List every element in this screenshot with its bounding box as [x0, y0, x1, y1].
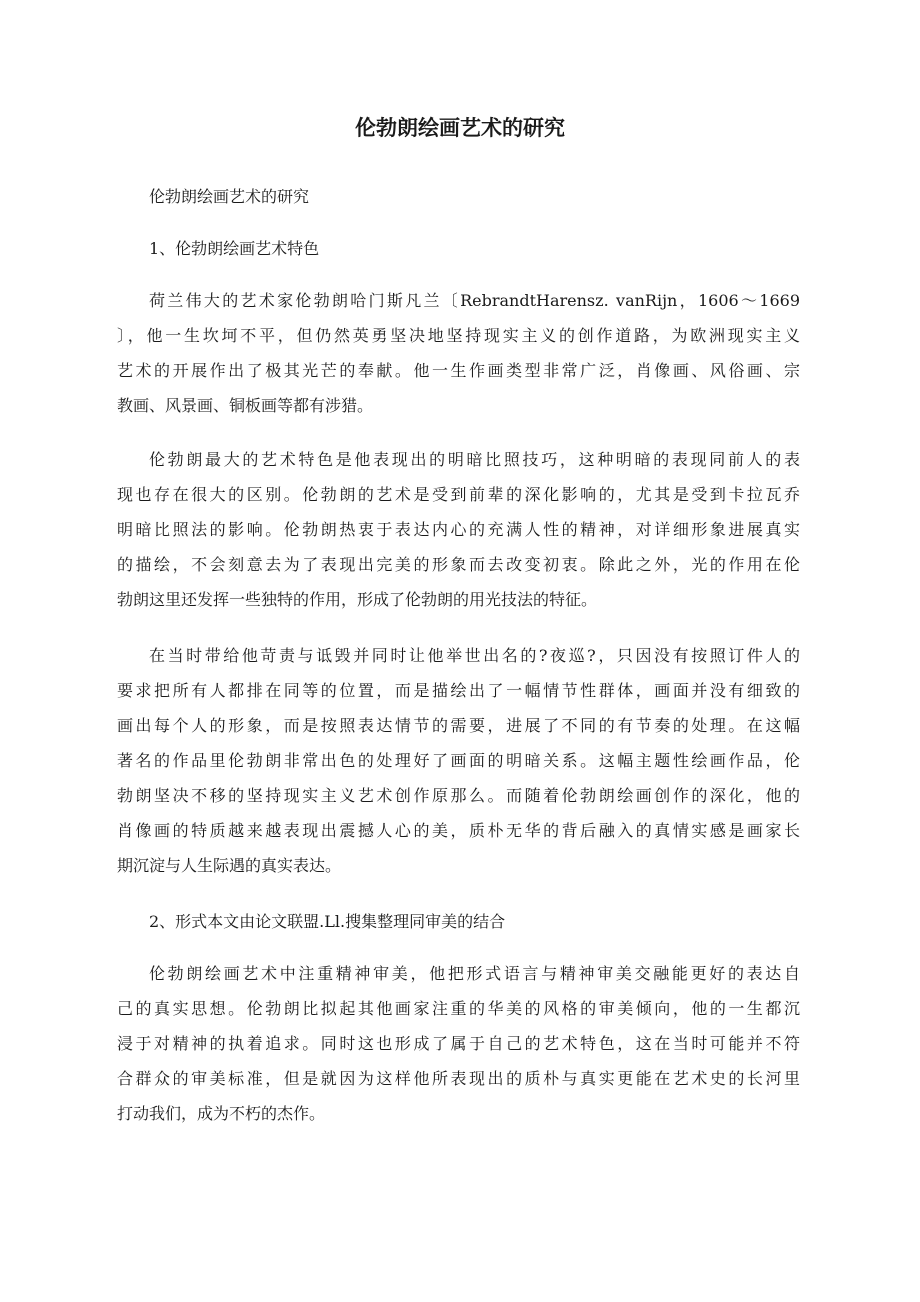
section-2-heading: 2、形式本文由论文联盟.Ll.搜集整理同审美的结合 [149, 912, 506, 931]
paragraph-line: 打动我们，成为不朽的杰作。 [117, 1104, 326, 1123]
paragraph-line: 勃朗这里还发挥一些独特的作用，形成了伦勃朗的用光技法的特征。 [117, 590, 598, 609]
paragraph-line: 伦勃朗绘画艺术中注重精神审美，他把形式语言与精神审美交融能更好的表达自 [149, 964, 800, 983]
paragraph-line: 肖像画的特质越来越表现出震撼人心的美，质朴无华的背后融入的真情实感是画家长 [117, 821, 800, 840]
paragraph-line: 的描绘，不会刻意去为了表现出完美的形象而去改变初衷。除此之外，光的作用在伦 [117, 555, 800, 574]
paragraph-line: 要求把所有人都排在同等的位置，而是描绘出了一幅情节性群体，画面并没有细致的 [117, 681, 800, 700]
paragraph-line: 浸于对精神的执着追求。同时这也形成了属于自己的艺术特色，这在当时可能并不符 [117, 1034, 800, 1053]
paragraph-line: 著名的作品里伦勃朗非常出色的处理好了画面的明暗关系。这幅主题性绘画作品，伦 [117, 751, 800, 770]
paragraph-line: 教画、风景画、铜板画等都有涉猎。 [117, 396, 374, 415]
paragraph-line: 期沉淀与人生际遇的真实表达。 [117, 856, 342, 875]
paragraph-line: 在当时带给他苛责与诋毁并同时让他举世出名的?夜巡?，只因没有按照订件人的 [149, 646, 800, 665]
paragraph-line: 明暗比照法的影响。伦勃朗热衷于表达内心的充满人性的精神，对详细形象进展真实 [117, 520, 800, 539]
document-subtitle: 伦勃朗绘画艺术的研究 [149, 187, 310, 206]
document-title: 伦勃朗绘画艺术的研究 [355, 115, 565, 140]
paragraph-line: 伦勃朗最大的艺术特色是他表现出的明暗比照技巧，这种明暗的表现同前人的表 [149, 450, 800, 469]
paragraph-line: 荷兰伟大的艺术家伦勃朗哈门斯凡兰〔RebrandtHarensz. vanRijn，1606～1669 [149, 291, 800, 310]
paragraph-line: 画出每个人的形象，而是按照表达情节的需要，进展了不同的有节奏的处理。在这幅 [117, 716, 800, 735]
paragraph-line: 〕，他一生坎坷不平，但仍然英勇坚决地坚持现实主义的创作道路，为欧洲现实主义 [117, 326, 800, 345]
section-1-heading: 1、伦勃朗绘画艺术特色 [149, 239, 320, 258]
paragraph-line: 艺术的开展作出了极其光芒的奉献。他一生作画类型非常广泛，肖像画、风俗画、宗 [117, 361, 800, 380]
paragraph-line: 己的真实思想。伦勃朗比拟起其他画家注重的华美的风格的审美倾向，他的一生都沉 [117, 999, 800, 1018]
paragraph-line: 现也存在很大的区别。伦勃朗的艺术是受到前辈的深化影响的，尤其是受到卡拉瓦乔 [117, 485, 800, 504]
paragraph-line: 合群众的审美标准，但是就因为这样他所表现出的质朴与真实更能在艺术史的长河里 [117, 1069, 800, 1088]
paragraph-line: 勃朗坚决不移的坚持现实主义艺术创作原那么。而随着伦勃朗绘画创作的深化，他的 [117, 786, 800, 805]
